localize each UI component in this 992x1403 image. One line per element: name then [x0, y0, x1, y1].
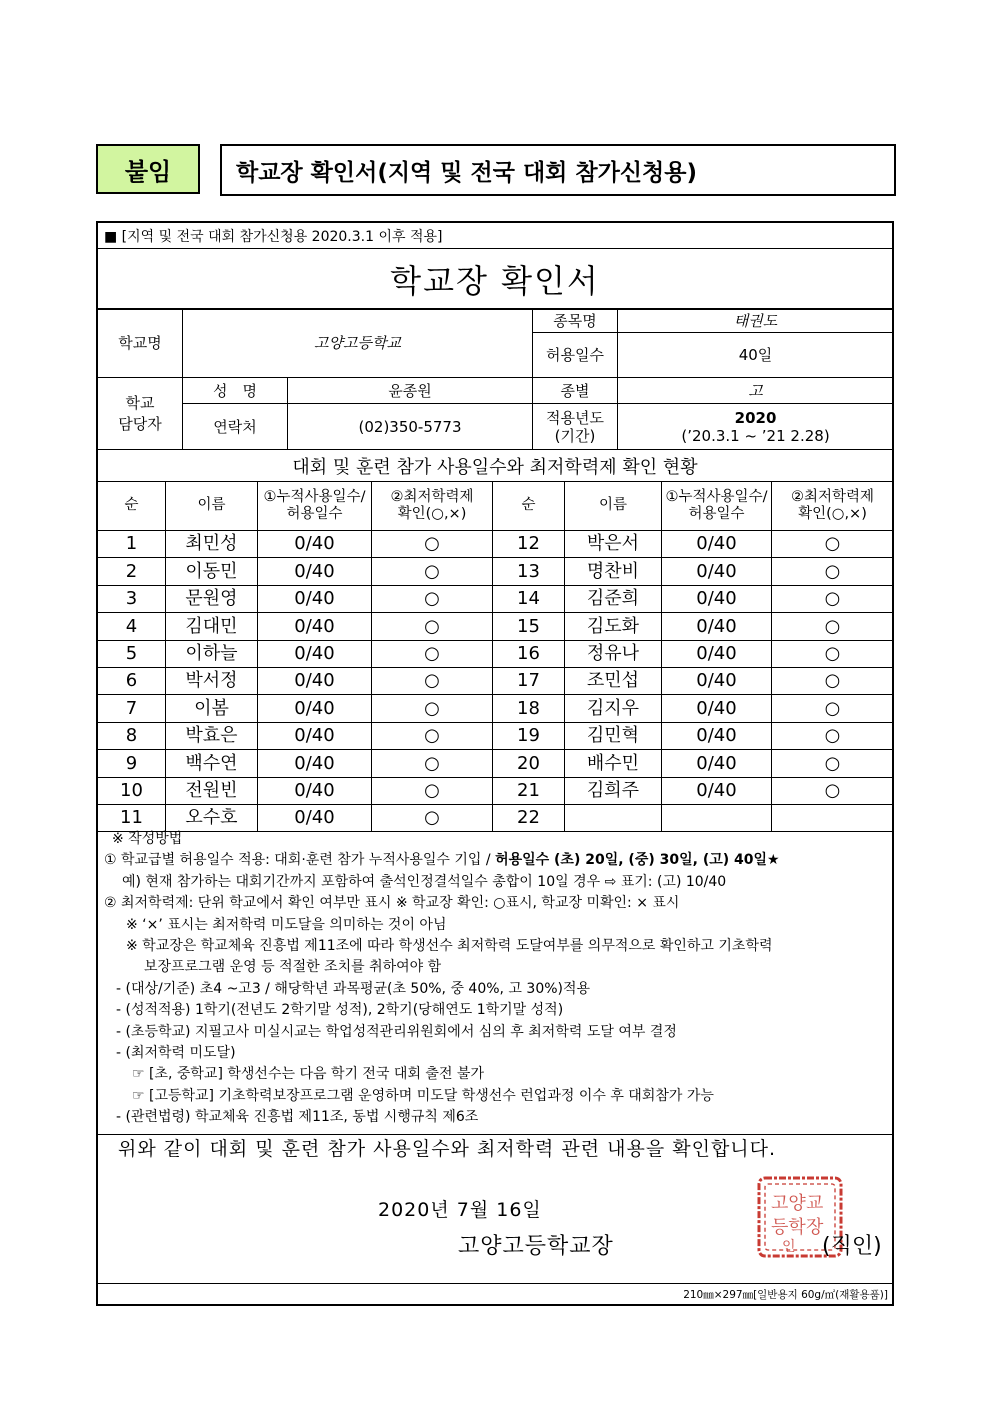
level-value: 고 — [618, 378, 894, 404]
roster-check-cell: ○ — [772, 750, 894, 777]
table-row — [98, 777, 894, 804]
roster-days-cell: 0/40 — [662, 750, 772, 777]
principal-signature: 고양고등학교장 — [458, 1234, 614, 1259]
note-line: - (대상/기준) 초4 ~고3 / 해당학년 과목평균(초 50%, 중 40%, 고 30%)적용 — [116, 980, 591, 997]
roster-check-cell: ○ — [372, 531, 493, 558]
note-line: - (초등학교) 지필고사 미실시교는 학업성적관리위원회에서 심의 후 최저학력 도달 여부 결정 — [116, 1023, 677, 1040]
header-name: 이름 — [166, 482, 258, 531]
roster-name-cell: 최민성 — [166, 531, 258, 558]
roster-name-cell — [565, 804, 662, 831]
roster-check-cell: ○ — [372, 750, 493, 777]
table-row — [98, 722, 894, 749]
roster-no-cell: 5 — [98, 640, 166, 667]
table-row — [98, 640, 894, 667]
roster-name-cell: 배수민 — [565, 750, 662, 777]
roster-no-cell: 7 — [98, 695, 166, 722]
roster-name-cell: 오수호 — [166, 804, 258, 831]
roster-days-cell: 0/40 — [662, 667, 772, 694]
attachment-tag: 붙임 — [96, 144, 200, 194]
roster-days-cell: 0/40 — [662, 777, 772, 804]
roster-check-cell: ○ — [372, 640, 493, 667]
sport-label: 종목명 — [533, 309, 618, 333]
table-row — [98, 695, 894, 722]
roster-no-cell: 13 — [493, 558, 565, 585]
roster-check-cell: ○ — [772, 558, 894, 585]
table-row — [98, 804, 894, 831]
roster-body — [98, 531, 894, 832]
contact-label: 연락처 — [183, 404, 288, 450]
roster-days-cell: 0/40 — [258, 695, 372, 722]
roster-no-cell: 17 — [493, 667, 565, 694]
roster-name-cell: 박은서 — [565, 531, 662, 558]
roster-days-cell: 0/40 — [258, 613, 372, 640]
note-line: - (관련법령) 학교체육 진흥법 제11조, 동법 시행규칙 제6조 — [116, 1109, 479, 1126]
info-table — [97, 308, 894, 450]
roster-days-cell: 0/40 — [258, 667, 372, 694]
header-name: 이름 — [565, 482, 662, 531]
roster-name-cell: 조민섭 — [565, 667, 662, 694]
roster-check-cell: ○ — [772, 613, 894, 640]
level-label: 종별 — [533, 378, 618, 404]
roster-no-cell: 14 — [493, 585, 565, 612]
roster-no-cell: 21 — [493, 777, 565, 804]
roster-check-cell: ○ — [772, 777, 894, 804]
roster-name-cell: 명찬비 — [565, 558, 662, 585]
note-text: ① 학교급별 허용일수 적용: 대회·훈련 참가 누적사용일수 기입 / — [104, 852, 496, 869]
table-row — [98, 585, 894, 612]
roster-days-cell: 0/40 — [258, 777, 372, 804]
roster-no-cell: 6 — [98, 667, 166, 694]
header-title: 학교장 확인서(지역 및 전국 대회 참가신청용) — [220, 144, 896, 196]
certificate-form — [96, 221, 894, 1306]
roster-name-cell: 이봄 — [166, 695, 258, 722]
note-line: ☞ [초, 중학교] 학생선수는 다음 학기 전국 대회 출전 불가 — [132, 1066, 484, 1083]
note-line: - (성적적용) 1학기(전년도 2학기말 성적), 2학기(당해연도 1학기말 성적) — [116, 1002, 564, 1019]
note-line: 예) 현재 참가하는 대회기간까지 포함하여 출석인정결석일수 총합이 10일 경우 ⇨ 표기: (고) 10/40 — [122, 873, 727, 890]
roster-name-cell: 김민혁 — [565, 722, 662, 749]
year-value: 2020 — [734, 408, 777, 427]
roster-name-cell: 김대민 — [166, 613, 258, 640]
roster-name-cell: 문원영 — [166, 585, 258, 612]
header-days: ①누적사용일수/ 허용일수 — [258, 482, 372, 531]
roster-check-cell: ○ — [772, 640, 894, 667]
note-line: ② 최저학력제: 단위 학교에서 확인 여부만 표시 ※ 학교장 확인: ○표시, 학교장 미확인: × 표시 — [104, 895, 680, 912]
roster-no-cell: 10 — [98, 777, 166, 804]
roster-check-cell: ○ — [772, 585, 894, 612]
roster-no-cell: 22 — [493, 804, 565, 831]
header-check: ②최저학력제 확인(○,×) — [372, 482, 493, 531]
roster-name-cell: 전원빈 — [166, 777, 258, 804]
roster-name-cell: 김도화 — [565, 613, 662, 640]
roster-no-cell: 16 — [493, 640, 565, 667]
roster-no-cell: 18 — [493, 695, 565, 722]
roster-days-cell: 0/40 — [258, 585, 372, 612]
roster-name-cell: 박서정 — [166, 667, 258, 694]
roster-name-cell: 이하늘 — [166, 640, 258, 667]
svg-text:인: 인 — [782, 1239, 796, 1255]
manager-label: 학교 담당자 — [98, 378, 183, 450]
note-line: ☞ [고등학교] 기초학력보장프로그램 운영하며 미도달 학생선수 런업과정 이수 후 대회참가 가능 — [132, 1087, 714, 1104]
roster-days-cell: 0/40 — [662, 613, 772, 640]
roster-no-cell: 3 — [98, 585, 166, 612]
roster-no-cell: 2 — [98, 558, 166, 585]
sport-value: 태권도 — [618, 309, 894, 333]
roster-no-cell: 4 — [98, 613, 166, 640]
table-row — [98, 613, 894, 640]
table-row — [98, 558, 894, 585]
roster-check-cell: ○ — [372, 695, 493, 722]
roster-name-cell: 이동민 — [166, 558, 258, 585]
roster-check-cell: ○ — [772, 695, 894, 722]
roster-table — [97, 481, 894, 832]
roster-days-cell: 0/40 — [662, 531, 772, 558]
roster-days-cell — [662, 804, 772, 831]
note-line — [98, 850, 892, 871]
svg-text:교: 교 — [806, 1193, 824, 1214]
name-value: 윤종원 — [288, 378, 533, 404]
roster-days-cell: 0/40 — [662, 558, 772, 585]
days-label: 허용일수 — [533, 333, 618, 378]
note-line: ※ ‘×’ 표시는 최저학력 미도달을 의미하는 것이 아님 — [126, 916, 447, 933]
form-caption: ■ [지역 및 전국 대회 참가신청용 2020.3.1 이후 적용] — [98, 223, 892, 249]
note-line: 보장프로그램 운영 등 적절한 조치를 취하여야 함 — [144, 959, 442, 976]
roster-title: 대회 및 훈련 참가 사용일수와 최저학력제 확인 현황 — [98, 451, 892, 482]
table-row — [98, 531, 894, 558]
header-no: 순 — [98, 482, 166, 531]
roster-check-cell: ○ — [372, 804, 493, 831]
roster-name-cell: 김희주 — [565, 777, 662, 804]
roster-no-cell: 20 — [493, 750, 565, 777]
svg-text:고양: 고양 — [771, 1193, 806, 1214]
roster-check-cell — [772, 804, 894, 831]
year-cell — [618, 404, 894, 450]
roster-days-cell: 0/40 — [258, 640, 372, 667]
roster-check-cell: ○ — [372, 558, 493, 585]
roster-check-cell: ○ — [372, 613, 493, 640]
issue-date: 2020년 7월 16일 — [378, 1199, 542, 1221]
roster-name-cell: 정유나 — [565, 640, 662, 667]
roster-check-cell: ○ — [772, 667, 894, 694]
roster-days-cell: 0/40 — [258, 722, 372, 749]
notes-heading: ※ 작성방법 — [112, 831, 183, 847]
paper-spec: 210㎜×297㎜[일반용지 60g/㎡(재활용품)] — [98, 1283, 892, 1304]
roster-no-cell: 11 — [98, 804, 166, 831]
school-label: 학교명 — [98, 309, 183, 378]
roster-name-cell: 박효은 — [166, 722, 258, 749]
note-emphasis: 허용일수 (초) 20일, (중) 30일, (고) 40일★ — [495, 852, 780, 869]
roster-days-cell: 0/40 — [258, 531, 372, 558]
contact-value: (02)350-5773 — [288, 404, 533, 450]
note-line: - (최저학력 미도달) — [116, 1045, 236, 1062]
seal-label: (직인) — [822, 1234, 882, 1259]
roster-days-cell: 0/40 — [662, 695, 772, 722]
roster-days-cell: 0/40 — [258, 558, 372, 585]
roster-header-row — [98, 482, 894, 531]
table-row — [98, 667, 894, 694]
roster-check-cell: ○ — [772, 531, 894, 558]
roster-no-cell: 1 — [98, 531, 166, 558]
roster-check-cell: ○ — [372, 722, 493, 749]
roster-no-cell: 12 — [493, 531, 565, 558]
roster-check-cell: ○ — [372, 777, 493, 804]
header-no: 순 — [493, 482, 565, 531]
name-label: 성 명 — [183, 378, 288, 404]
roster-name-cell: 백수연 — [166, 750, 258, 777]
roster-days-cell: 0/40 — [662, 640, 772, 667]
roster-no-cell: 9 — [98, 750, 166, 777]
roster-name-cell: 김준희 — [565, 585, 662, 612]
school-value: 고양고등학교 — [183, 309, 533, 378]
roster-days-cell: 0/40 — [258, 750, 372, 777]
roster-check-cell: ○ — [372, 667, 493, 694]
document-title: 학교장 확인서 — [98, 249, 892, 310]
roster-days-cell: 0/40 — [662, 722, 772, 749]
roster-no-cell: 15 — [493, 613, 565, 640]
roster-name-cell: 김지우 — [565, 695, 662, 722]
svg-text:장: 장 — [806, 1217, 824, 1238]
roster-days-cell: 0/40 — [662, 585, 772, 612]
header-check: ②최저학력제 확인(○,×) — [772, 482, 894, 531]
roster-check-cell: ○ — [372, 585, 493, 612]
confirmation-text: 위와 같이 대회 및 훈련 참가 사용일수와 최저학력 관련 내용을 확인합니다. — [118, 1138, 777, 1160]
svg-text:등학: 등학 — [771, 1217, 806, 1238]
roster-check-cell: ○ — [772, 722, 894, 749]
roster-no-cell: 8 — [98, 722, 166, 749]
period-value: (’20.3.1 ~ ’21 2.28) — [681, 426, 830, 445]
roster-no-cell: 19 — [493, 722, 565, 749]
table-row — [98, 750, 894, 777]
note-line: ※ 학교장은 학교체육 진흥법 제11조에 따라 학생선수 최저학력 도달여부를 의무적으로 확인하고 기초학력 — [126, 938, 773, 955]
days-value: 40일 — [618, 333, 894, 378]
header-days: ①누적사용일수/ 허용일수 — [662, 482, 772, 531]
roster-days-cell: 0/40 — [258, 804, 372, 831]
instructions — [98, 829, 892, 1135]
year-label: 적용년도 (기간) — [533, 404, 618, 450]
